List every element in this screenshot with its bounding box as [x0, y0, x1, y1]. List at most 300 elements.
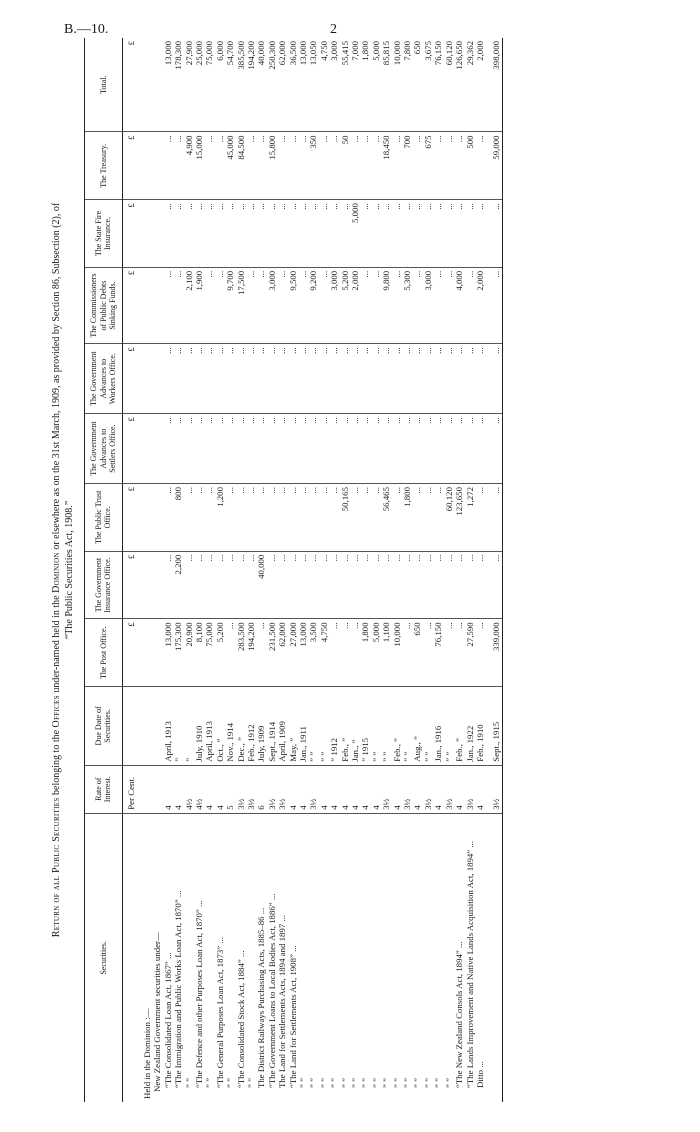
due-date-cell: ”: [184, 687, 194, 766]
amount-cell: ...: [194, 551, 204, 619]
amount-cell: 15,000: [194, 132, 204, 200]
amount-cell: ...: [256, 619, 266, 687]
rate-cell: 6: [256, 765, 266, 813]
due-date-cell: Sept., 1914: [267, 687, 277, 766]
rate-cell: 3½: [308, 765, 318, 813]
amount-cell: 60,120: [444, 484, 454, 552]
due-date-cell: Feb., 1910: [475, 687, 485, 766]
amount-cell: ...: [225, 414, 235, 484]
amount-cell: ...: [444, 200, 454, 268]
amount-cell: ...: [319, 551, 329, 619]
amount-cell: ...: [454, 414, 464, 484]
table-row: [236, 38, 246, 1102]
amount-cell: 13,000: [163, 619, 173, 687]
section-heading-row: [136, 38, 152, 1102]
amount-cell: ...: [475, 344, 485, 414]
amount-cell: ...: [204, 344, 214, 414]
amount-cell: ...: [329, 344, 339, 414]
amount-cell: ...: [465, 551, 475, 619]
due-date-cell: April, 1913: [204, 687, 214, 766]
amount-cell: ...: [412, 344, 422, 414]
security-name-cell: “The Consolidated Stock Act, 1884” ...: [235, 950, 246, 1088]
rate-cell: 4: [173, 765, 183, 813]
amount-cell: 350: [308, 132, 318, 200]
security-name-cell: ” ”: [298, 1077, 308, 1088]
amount-cell: ...: [288, 132, 298, 200]
amount-cell: ...: [402, 414, 412, 484]
due-date-cell: ” ”: [444, 687, 454, 766]
table-row: [485, 38, 502, 1102]
amount-cell: ...: [444, 619, 454, 687]
due-date-cell: Jan., 1922: [465, 687, 475, 766]
column-header: The Treasury.: [85, 132, 123, 200]
amount-cell: ...: [412, 267, 422, 343]
table-row: [423, 38, 433, 1102]
table-row: [308, 38, 318, 1102]
amount-cell: ...: [308, 344, 318, 414]
amount-cell: ...: [433, 551, 443, 619]
amount-cell: 27,900: [184, 38, 194, 132]
security-name-cell: ” ”: [360, 1077, 371, 1088]
table-row: [298, 38, 308, 1102]
amount-cell: ...: [236, 344, 246, 414]
amount-cell: ...: [433, 200, 443, 268]
due-date-cell: Nov., 1914: [225, 687, 235, 766]
amount-cell: ...: [184, 484, 194, 552]
amount-cell: ...: [381, 344, 391, 414]
amount-cell: ...: [246, 267, 256, 343]
rate-cell: 4: [433, 765, 443, 813]
amount-cell: ...: [329, 200, 339, 268]
page-number: 2: [330, 22, 337, 37]
amount-cell: ...: [246, 414, 256, 484]
amount-cell: 55,415: [340, 38, 350, 132]
amount-cell: ...: [267, 484, 277, 552]
amount-cell: ...: [444, 414, 454, 484]
amount-cell: ...: [475, 132, 485, 200]
amount-cell: ...: [360, 414, 370, 484]
amount-cell: 29,362: [465, 38, 475, 132]
amount-cell: 800: [173, 484, 183, 552]
rate-cell: 4: [454, 765, 464, 813]
units-row: [122, 38, 136, 1102]
security-name-cell: [485, 813, 502, 1102]
amount-cell: ...: [485, 484, 502, 552]
amount-cell: 3,000: [423, 267, 433, 343]
due-date-cell: ” ”: [371, 687, 381, 766]
amount-cell: ...: [392, 200, 402, 268]
table-row: [184, 38, 194, 1102]
amount-cell: ...: [246, 132, 256, 200]
amount-cell: 40,000: [256, 551, 266, 619]
rate-cell: 4: [288, 765, 298, 813]
amount-cell: ...: [371, 132, 381, 200]
amount-cell: ...: [288, 484, 298, 552]
amount-cell: 4,000: [454, 267, 464, 343]
rate-cell: 4: [475, 765, 485, 813]
amount-cell: ...: [444, 551, 454, 619]
amount-cell: ...: [277, 414, 287, 484]
amount-cell: ...: [465, 344, 475, 414]
amount-cell: 178,300: [173, 38, 183, 132]
amount-cell: 50,165: [340, 484, 350, 552]
section-heading: Held in the Dominion :—: [141, 1008, 152, 1099]
amount-cell: ...: [392, 132, 402, 200]
amount-cell: ...: [288, 344, 298, 414]
amount-cell: ...: [402, 619, 412, 687]
amount-cell: ...: [246, 200, 256, 268]
amount-cell: ...: [163, 344, 173, 414]
amount-cell: 3,000: [329, 38, 339, 132]
amount-cell: ...: [163, 484, 173, 552]
amount-cell: ...: [402, 200, 412, 268]
amount-cell: ...: [392, 551, 402, 619]
amount-cell: ...: [246, 484, 256, 552]
security-name-cell: Ditto ...: [474, 1061, 485, 1088]
amount-cell: ...: [215, 551, 225, 619]
unit-label: £: [122, 619, 136, 687]
amount-cell: 1,200: [215, 484, 225, 552]
amount-cell: ...: [485, 344, 502, 414]
amount-cell: ...: [163, 551, 173, 619]
amount-cell: 2,000: [475, 38, 485, 132]
amount-cell: 3,675: [423, 38, 433, 132]
amount-cell: 9,800: [381, 267, 391, 343]
amount-cell: ...: [256, 344, 266, 414]
amount-cell: 7,000: [350, 38, 360, 132]
title-tail: or elsewhere as on the 31st March, 1909, as provided by Section 86, Subsection (2), of: [51, 202, 62, 553]
amount-cell: 8,100: [194, 619, 204, 687]
amount-cell: ...: [277, 132, 287, 200]
amount-cell: ...: [454, 132, 464, 200]
unit-label: £: [122, 267, 136, 343]
amount-cell: 2,200: [173, 551, 183, 619]
amount-cell: ...: [277, 551, 287, 619]
amount-cell: ...: [204, 200, 214, 268]
table-row: [454, 38, 464, 1102]
due-date-cell: Feb., ”: [454, 687, 464, 766]
rate-cell: 4: [412, 765, 422, 813]
amount-cell: 9,200: [308, 267, 318, 343]
amount-cell: ...: [402, 551, 412, 619]
amount-cell: ...: [256, 132, 266, 200]
amount-cell: ...: [256, 267, 266, 343]
amount-cell: ...: [392, 344, 402, 414]
security-name-cell: “The Consolidated Loan Act, 1867” ...: [162, 952, 173, 1088]
amount-cell: ...: [184, 344, 194, 414]
amount-cell: ...: [412, 414, 422, 484]
amount-cell: ...: [423, 551, 433, 619]
due-date-cell: ”: [173, 687, 183, 766]
amount-cell: 3,000: [329, 267, 339, 343]
amount-cell: ...: [256, 414, 266, 484]
amount-cell: ...: [433, 484, 443, 552]
rate-cell: 4: [360, 765, 370, 813]
unit-label: £: [122, 132, 136, 200]
amount-cell: ...: [298, 484, 308, 552]
amount-cell: ...: [215, 267, 225, 343]
rate-cell: 3½: [267, 765, 277, 813]
amount-cell: ...: [475, 200, 485, 268]
amount-cell: 13,000: [298, 619, 308, 687]
column-header: Total.: [85, 38, 123, 132]
amount-cell: 123,650: [454, 484, 464, 552]
amount-cell: ...: [298, 200, 308, 268]
security-name-cell: ” ”: [225, 1077, 236, 1088]
security-name-cell: ” ”: [183, 1077, 194, 1088]
rate-cell: 4: [329, 765, 339, 813]
amount-cell: ...: [204, 414, 214, 484]
table-row: [194, 38, 204, 1102]
amount-cell: 50: [340, 132, 350, 200]
document-reference: B.—10.: [64, 22, 109, 37]
rate-cell: 4½: [194, 765, 204, 813]
rate-cell: 4: [298, 765, 308, 813]
amount-cell: ...: [485, 267, 502, 343]
rate-cell: 3½: [444, 765, 454, 813]
table-row: [412, 38, 422, 1102]
title-lead: Return of all Public Securities: [51, 797, 62, 938]
security-name-cell: ” ”: [391, 1077, 402, 1088]
security-name-cell: ” ”: [318, 1077, 329, 1088]
amount-cell: ...: [423, 344, 433, 414]
amount-cell: ...: [173, 414, 183, 484]
amount-cell: ...: [236, 200, 246, 268]
amount-cell: 1,100: [381, 619, 391, 687]
amount-cell: 45,000: [225, 132, 235, 200]
amount-cell: ...: [288, 551, 298, 619]
amount-cell: ...: [475, 484, 485, 552]
amount-cell: 1,800: [402, 484, 412, 552]
amount-cell: ...: [246, 551, 256, 619]
security-name-cell: ” ”: [204, 1077, 215, 1088]
amount-cell: ...: [381, 414, 391, 484]
rate-cell: 4: [215, 765, 225, 813]
amount-cell: ...: [381, 551, 391, 619]
unit-label: £: [122, 551, 136, 619]
amount-cell: ...: [288, 414, 298, 484]
amount-cell: ...: [423, 200, 433, 268]
security-name-cell: ” ”: [412, 1077, 423, 1088]
rate-cell: 3½: [423, 765, 433, 813]
unit-label: £: [122, 38, 136, 132]
amount-cell: 17,500: [236, 267, 246, 343]
amount-cell: ...: [267, 344, 277, 414]
amount-cell: ...: [298, 414, 308, 484]
amount-cell: ...: [329, 484, 339, 552]
security-name-cell: “The Immigration and Public Works Loan Act, 1870” ...: [173, 890, 184, 1088]
rate-cell: 3½: [465, 765, 475, 813]
amount-cell: ...: [308, 200, 318, 268]
amount-cell: ...: [350, 344, 360, 414]
title-middle: belonging to the: [51, 727, 62, 798]
amount-cell: 9,700: [225, 267, 235, 343]
security-name-cell: “The Defence and other Purposes Loan Act, 1870” ...: [193, 900, 204, 1088]
amount-cell: 7,800: [402, 38, 412, 132]
amount-cell: 75,000: [204, 619, 214, 687]
rate-cell: 4: [319, 765, 329, 813]
table-row: [256, 38, 266, 1102]
amount-cell: 4,750: [319, 619, 329, 687]
column-header: Rate of Interest.: [85, 765, 123, 813]
amount-cell: ...: [277, 267, 287, 343]
amount-cell: ...: [485, 200, 502, 268]
security-name-cell: ” ”: [381, 1077, 392, 1088]
amount-cell: ...: [465, 414, 475, 484]
due-date-cell: Sept., 1915: [485, 687, 502, 766]
amount-cell: ...: [215, 344, 225, 414]
security-name-cell: ” ”: [329, 1077, 340, 1088]
amount-cell: ...: [381, 200, 391, 268]
amount-cell: 62,000: [277, 619, 287, 687]
amount-cell: ...: [371, 551, 381, 619]
amount-cell: 4,750: [319, 38, 329, 132]
amount-cell: ...: [340, 200, 350, 268]
amount-cell: 1,272: [465, 484, 475, 552]
table-row: [360, 38, 370, 1102]
unit-label: [122, 687, 136, 766]
security-name-cell: ” ”: [370, 1077, 381, 1088]
amount-cell: ...: [204, 551, 214, 619]
amount-cell: 10,000: [392, 38, 402, 132]
amount-cell: 27,000: [288, 619, 298, 687]
amount-cell: ...: [475, 414, 485, 484]
rate-cell: 4: [163, 765, 173, 813]
amount-cell: ...: [267, 200, 277, 268]
amount-cell: ...: [173, 344, 183, 414]
due-date-cell: Jan., 1916: [433, 687, 443, 766]
amount-cell: ...: [204, 267, 214, 343]
amount-cell: 13,000: [298, 38, 308, 132]
amount-cell: ...: [371, 267, 381, 343]
amount-cell: ...: [163, 414, 173, 484]
amount-cell: 194,200: [246, 619, 256, 687]
column-header: The Government Advances to Workers Office.: [85, 344, 123, 414]
amount-cell: ...: [194, 484, 204, 552]
table-row: [465, 38, 475, 1102]
security-name-cell: The Land for Settlements Acts, 1894 and 1897 ...: [277, 915, 288, 1088]
amount-cell: ...: [465, 200, 475, 268]
due-date-cell: May, ”: [288, 687, 298, 766]
amount-cell: ...: [163, 132, 173, 200]
amount-cell: ...: [225, 344, 235, 414]
amount-cell: 5,200: [215, 619, 225, 687]
amount-cell: ...: [277, 344, 287, 414]
security-name-cell: ” ”: [350, 1077, 361, 1088]
security-name-cell: “The General Purposes Loan Act, 1873” ...: [214, 937, 225, 1088]
rate-cell: 3½: [246, 765, 256, 813]
due-date-cell: ” ”: [381, 687, 391, 766]
amount-cell: 20,900: [184, 619, 194, 687]
amount-cell: 5,200: [340, 267, 350, 343]
security-name-cell: “The Government Loans to Local Bodies Act, 1886” ...: [266, 893, 277, 1088]
column-header: The Post Office.: [85, 619, 123, 687]
amount-cell: ...: [371, 344, 381, 414]
security-name-cell: ” ”: [339, 1077, 350, 1088]
table-row: [319, 38, 329, 1102]
amount-cell: 27,590: [465, 619, 475, 687]
table-title: [50, 38, 76, 1102]
amount-cell: 339,000: [485, 619, 502, 687]
unit-label: £: [122, 344, 136, 414]
table-body: [136, 38, 502, 1102]
amount-cell: ...: [412, 484, 422, 552]
amount-cell: 1,900: [194, 267, 204, 343]
amount-cell: ...: [433, 344, 443, 414]
title-rest: under-named held in the: [51, 592, 62, 696]
amount-cell: 1,800: [360, 619, 370, 687]
amount-cell: 62,000: [277, 38, 287, 132]
due-date-cell: July, 1909: [256, 687, 266, 766]
rate-cell: 3½: [402, 765, 412, 813]
rate-cell: 4: [350, 765, 360, 813]
amount-cell: 84,500: [236, 132, 246, 200]
table-row: [350, 38, 360, 1102]
column-header: The Commissioners of Public Debts Sinking Funds.: [85, 267, 123, 343]
amount-cell: ...: [444, 344, 454, 414]
amount-cell: ...: [412, 132, 422, 200]
due-date-cell: Jan., ”: [350, 687, 360, 766]
amount-cell: ...: [423, 414, 433, 484]
amount-cell: 1,800: [360, 38, 370, 132]
section-subheading: New Zealand Government securities under—: [152, 932, 163, 1092]
amount-cell: ...: [319, 414, 329, 484]
rate-cell: 3½: [381, 765, 391, 813]
amount-cell: 3,500: [308, 619, 318, 687]
amount-cell: ...: [173, 267, 183, 343]
amount-cell: ...: [454, 619, 464, 687]
amount-cell: ...: [298, 132, 308, 200]
amount-cell: ...: [360, 344, 370, 414]
due-date-cell: Feb., 1912: [246, 687, 256, 766]
amount-cell: ...: [319, 200, 329, 268]
unit-label: Per Cent.: [122, 765, 136, 813]
table-row: [277, 38, 287, 1102]
table-row: [475, 38, 485, 1102]
amount-cell: ...: [475, 551, 485, 619]
amount-cell: ...: [360, 484, 370, 552]
amount-cell: 231,500: [267, 619, 277, 687]
amount-cell: ...: [444, 267, 454, 343]
amount-cell: ...: [225, 200, 235, 268]
amount-cell: ...: [392, 414, 402, 484]
amount-cell: ...: [319, 344, 329, 414]
amount-cell: ...: [350, 619, 360, 687]
rotated-table-page: [50, 38, 630, 1102]
amount-cell: ...: [225, 551, 235, 619]
amount-cell: ...: [485, 551, 502, 619]
due-date-cell: Dec., ”: [236, 687, 246, 766]
amount-cell: ...: [267, 414, 277, 484]
table-row: [392, 38, 402, 1102]
table-row: [288, 38, 298, 1102]
column-header: Securities.: [85, 813, 123, 1102]
amount-cell: ...: [402, 344, 412, 414]
amount-cell: 700: [402, 132, 412, 200]
table-row: [433, 38, 443, 1102]
amount-cell: 283,500: [236, 619, 246, 687]
amount-cell: ...: [329, 619, 339, 687]
amount-cell: ...: [319, 267, 329, 343]
amount-cell: ...: [173, 200, 183, 268]
security-name-cell: ” ”: [308, 1077, 319, 1088]
security-name-cell: “The Land for Settlements Act, 1908” ...: [287, 945, 298, 1088]
due-date-cell: July, 1910: [194, 687, 204, 766]
due-date-cell: Feb., ”: [392, 687, 402, 766]
amount-cell: ...: [246, 344, 256, 414]
table-row: [215, 38, 225, 1102]
amount-cell: ...: [329, 551, 339, 619]
